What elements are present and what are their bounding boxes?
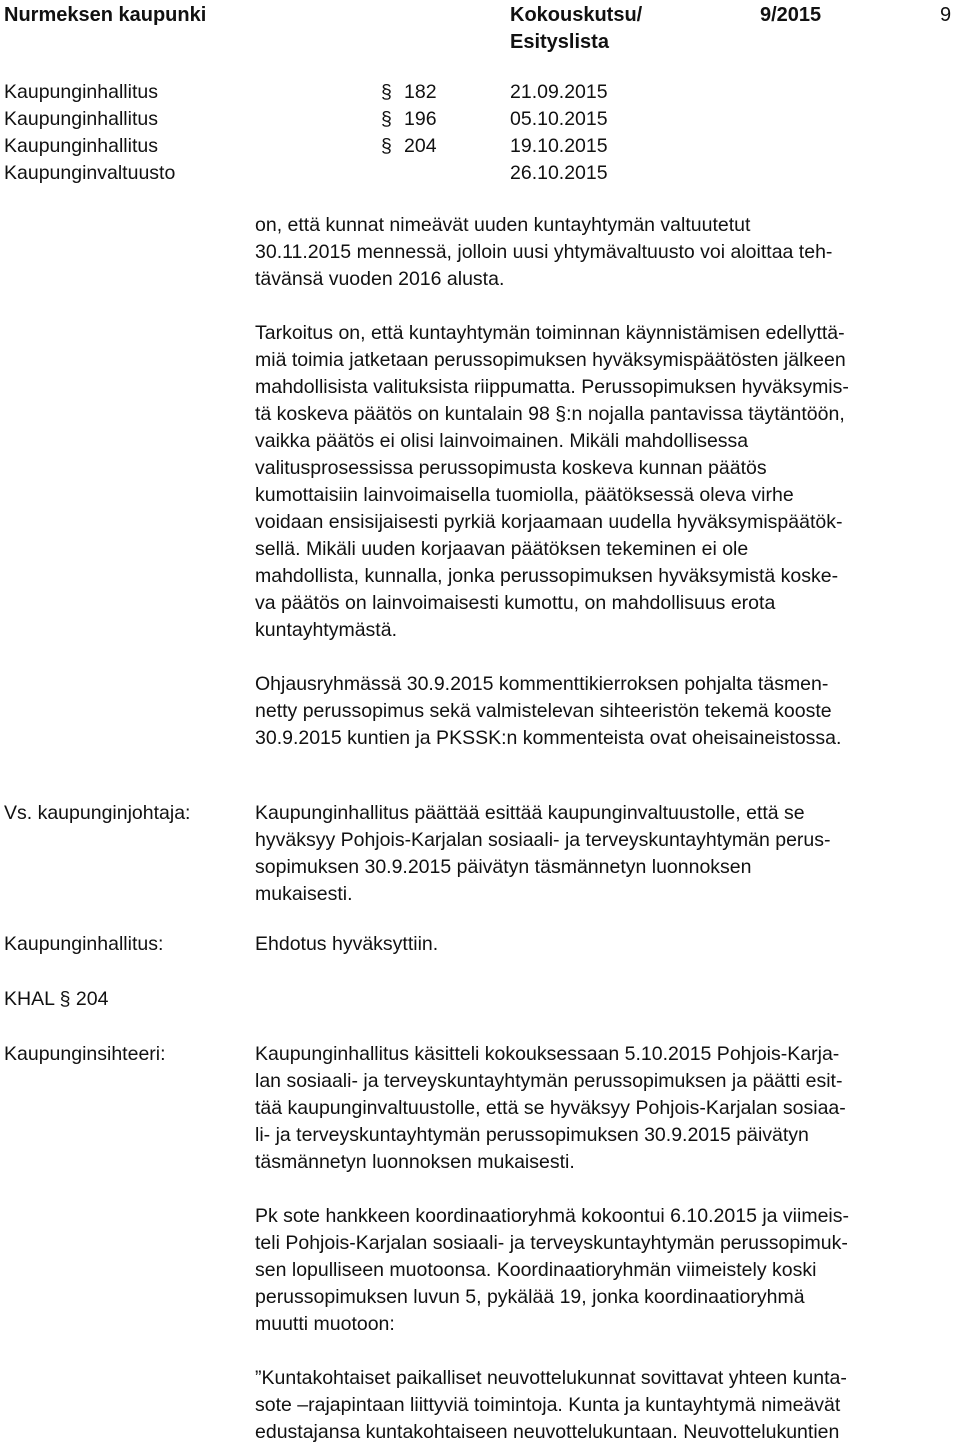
secretary-text — [255, 1041, 849, 1446]
history-date: 26.10.2015 — [510, 162, 608, 184]
proposal-text: Kaupunginhallitus päättää esittää kaupunginvaltuustolle, että se hyväksyy Pohjois-Karjalan sosiaali- ja terveyskuntayhtymän perus- sopimuksen 30.9.2015 päivätyn täsmännetyn luonnoksen mukaisesti. — [255, 802, 831, 905]
section-mark: § — [59, 988, 71, 1010]
steering-group-paragraph: Ohjausryhmässä 30.9.2015 kommenttikierroksen pohjalta täsmen- netty perussopimus sekä valmistelevan sihteeristön tekemä kooste 30.9.2015 kuntien ja PKSSK:n kommenteista ovat oheisaineistossa. — [255, 673, 842, 749]
intro-paragraph: on, että kunnat nimeävät uuden kuntayhtymän valtuutetut 30.11.2015 mennessä, jolloin uusi yhtymävaltuusto voi aloittaa teh- tävänsä vuoden 2016 alusta. — [255, 214, 833, 290]
section-reference: KHAL § 204 — [4, 988, 109, 1010]
section-mark: § — [381, 108, 392, 130]
decision-label: Kaupunginhallitus: — [4, 933, 164, 955]
section-mark: § — [381, 135, 392, 157]
history-body: Kaupunginhallitus — [4, 81, 158, 103]
history-number: 204 — [404, 135, 437, 157]
page-number: 9 — [940, 4, 952, 26]
document-type-line-1: Kokouskutsu/ — [510, 4, 643, 26]
history-date: 05.10.2015 — [510, 108, 608, 130]
section-mark: § — [381, 81, 392, 103]
issue-number: 9/2015 — [760, 4, 822, 26]
decision-text: Ehdotus hyväksyttiin. — [255, 933, 439, 955]
history-number: 196 — [404, 108, 437, 130]
history-body: Kaupunginhallitus — [4, 135, 158, 157]
history-number: 182 — [404, 81, 437, 103]
proposal-label: Vs. kaupunginjohtaja: — [4, 802, 191, 824]
history-body: Kaupunginvaltuusto — [4, 162, 176, 184]
history-date: 19.10.2015 — [510, 135, 608, 157]
body-text — [255, 212, 849, 752]
document-type — [510, 2, 642, 56]
secretary-label: Kaupunginsihteeri: — [4, 1043, 166, 1065]
secretary-quote-paragraph: ”Kuntakohtaiset paikalliset neuvottelukunnat sovittavat yhteen kunta- sote –rajapintaan liittyviä toimintoja. Kunta ja kuntayhtymä nimeävät edustajansa kuntakohtaiseen neuvottelukuntaan. Neuvottelukuntien — [255, 1367, 847, 1443]
purpose-paragraph: Tarkoitus on, että kuntayhtymän toiminnan käynnistämisen edellyttä- miä toimia jatketaan perussopimuksen hyväksymispäätösten jälkeen mahdollisista valituksista riippumatta. Perussopimuksen hyväksymis- tä koskeva päätös on kuntalain 98 §:n nojalla pantavissa täytäntöön, vaikka päätös ei olisi lainvoimainen. Mikäli mahdollisessa valitusprosessissa perussopimusta koskeva kunnan päätös kumottaisiin lainvoimaisella tuomiolla, päätöksessä oleva virhe voidaan ensisijaisesti pyrkiä korjaamaan uudella hyväksymispäätök- sellä. Mikäli uuden korjaavan päätöksen tekeminen ei ole mahdollista, kunnalla, jonka perussopimuksen hyväksymistä koske- va päätös on lainvoimaisesti kumottu, on mahdollisuus erota kuntayhtymästä. — [255, 322, 849, 641]
secretary-paragraph-2: Pk sote hankkeen koordinaatioryhmä kokoontui 6.10.2015 ja viimeis- teli Pohjois-Karjalan sosiaali- ja terveyskuntayhtymän perussopimuk- sen lopulliseen muotoonsa. Koordinaatioryhmän viimeistely koski perussopimuksen luvun 5, pykälää 19, jonka koordinaatioryhmä muutti muotoon: — [255, 1205, 850, 1335]
document-type-line-2: Esityslista — [510, 31, 609, 53]
organization-name: Nurmeksen kaupunki — [4, 4, 207, 26]
history-body: Kaupunginhallitus — [4, 108, 158, 130]
history-date: 21.09.2015 — [510, 81, 608, 103]
secretary-paragraph-1: Kaupunginhallitus käsitteli kokouksessaan 5.10.2015 Pohjois-Karja- lan sosiaali- ja terveyskuntayhtymän perussopimuksen ja päätti esit- tää kaupunginvaltuustolle, että se hyväksyy Pohjois-Karjalan sosiaa- li- ja terveyskuntayhtymän perussopimuksen 30.9.2015 päivätyn täsmännetyn luonnoksen mukaisesti. — [255, 1043, 846, 1173]
